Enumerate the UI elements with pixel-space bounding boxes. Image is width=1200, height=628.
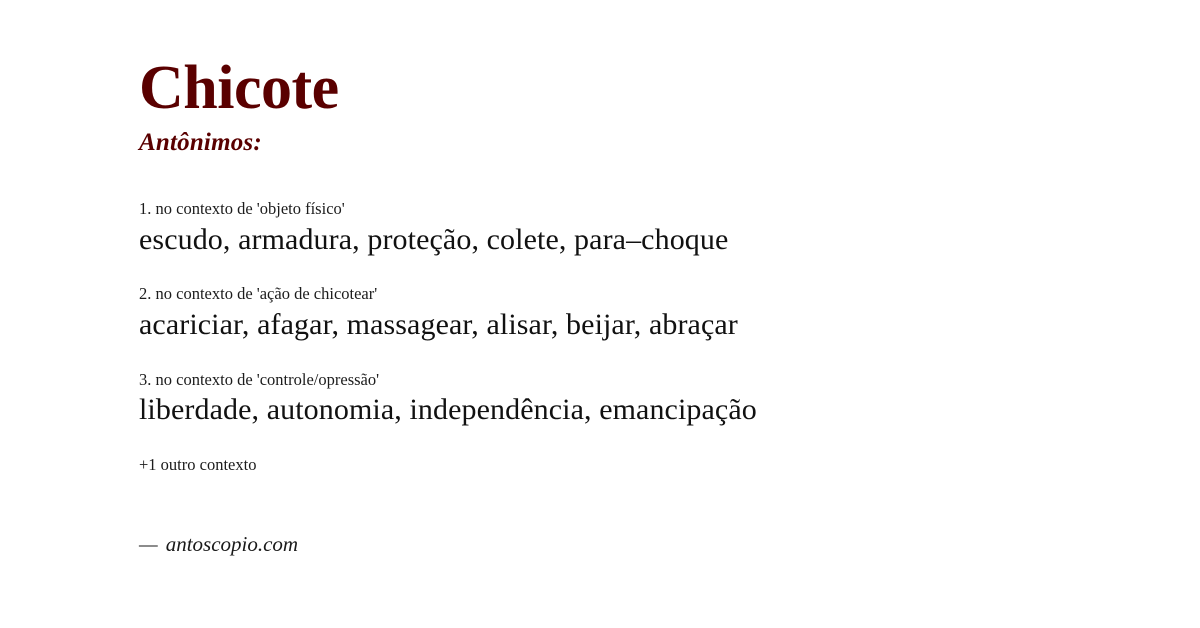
sense-words: liberdade, autonomia, independência, emancipação bbox=[139, 393, 757, 427]
section-label: Antônimos: bbox=[139, 129, 262, 157]
list-item bbox=[139, 199, 1100, 258]
more-contexts-note: +1 outro contexto bbox=[139, 454, 257, 474]
sense-words: escudo, armadura, proteção, colete, para–choque bbox=[139, 222, 729, 256]
page-title: Chicote bbox=[139, 54, 339, 122]
list-item bbox=[139, 370, 1100, 429]
list-item bbox=[139, 284, 1100, 343]
sense-context: 2. no contexto de 'ação de chicotear' bbox=[139, 284, 378, 304]
em-dash-icon: — bbox=[139, 532, 158, 556]
sense-context: 3. no contexto de 'controle/opressão' bbox=[139, 369, 380, 389]
source-attribution bbox=[139, 532, 298, 557]
source-label: antoscopio.com bbox=[165, 532, 299, 556]
sense-list bbox=[139, 199, 1100, 429]
sense-context: 1. no contexto de 'objeto físico' bbox=[139, 199, 345, 219]
sense-words: acariciar, afagar, massagear, alisar, beijar, abraçar bbox=[139, 308, 738, 342]
